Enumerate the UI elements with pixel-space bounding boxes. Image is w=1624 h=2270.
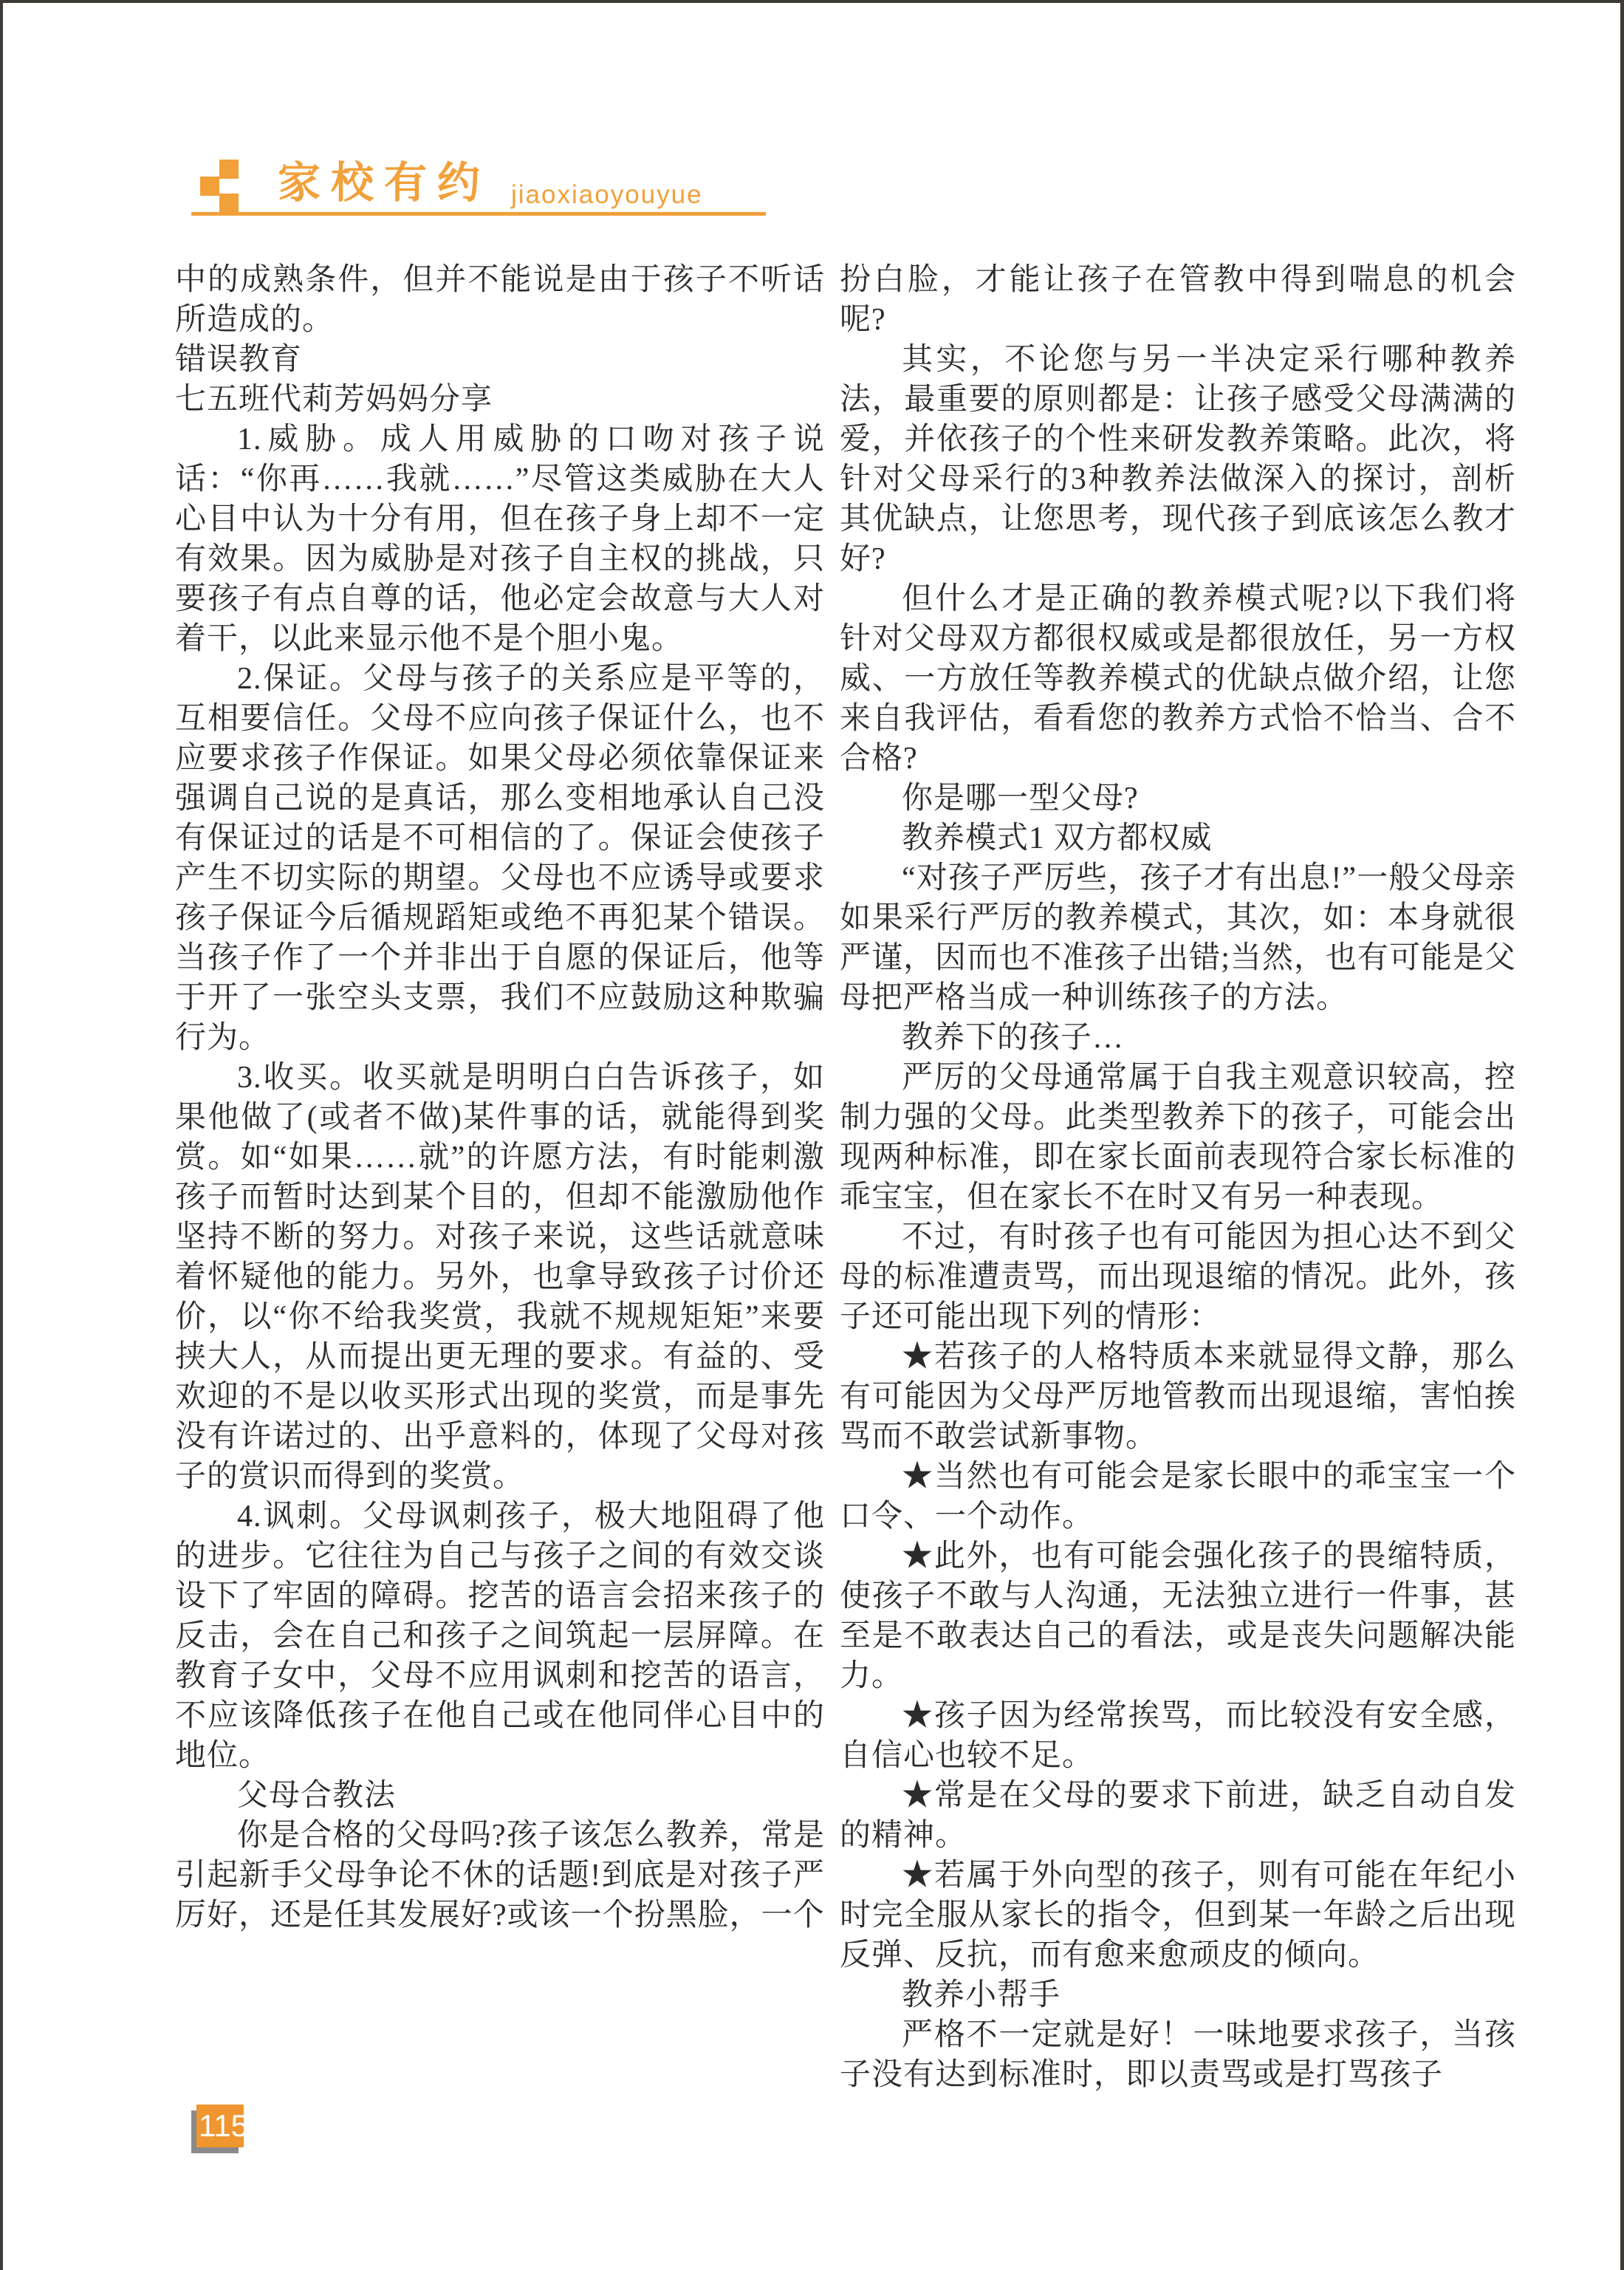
subhead-mode-1: 教养模式1 双方都权威 bbox=[902, 821, 1213, 855]
paragraph-sarcasm: 4.讽刺。父母讽刺孩子，极大地阻碍了他的进步。它往往为自己与孩子之间的有效交谈设下了牢固的障碍。挖苦的语言会招来孩子的反击，会在自己和孩子之间筑起一层屏障。在教育子女中，父母不应用讽刺和挖苦的语言，不应该降低孩子在他自己或在他同伴心目中的地位。 bbox=[175, 1500, 825, 1773]
page-number-badge: 115 bbox=[196, 2105, 244, 2147]
brand-squares-icon bbox=[200, 160, 239, 213]
article-title: 错误教育 bbox=[175, 343, 303, 377]
paragraph-bribe: 3.收买。收买就是明明白白告诉孩子，如果他做了(或者不做)某件事的话，就能得到奖赏。如“如果……就”的许愿方法，有时能刺激孩子而暂时达到某个目的，但却不能激励他作坚持不断的努力。对孩子来说，这些话就意味着怀疑他的能力。另外，也拿导致孩子讨价还价，以“你不给我奖赏，我就不规规矩矩”来要挟大人，从而提出更无理的要求。有益的、受欢迎的不是以收买形式出现的奖赏，而是事先没有许诺过的、出乎意料的，体现了父母对孩子的赏识而得到的奖赏。 bbox=[175, 1061, 825, 1494]
paragraph-correct-mode: 但什么才是正确的教养模式呢?以下我们将针对父母双方都很权威或是都很放任，另一方权威、一方放任等教养模式的优缺点做介绍，让您来自我评估，看看您的教养方式恰不恰当、合不合格? bbox=[840, 582, 1516, 776]
paragraph-strict-mode: “对孩子严厉些，孩子才有出息!”一般父母亲如果采行严厉的教养模式，其次，如：本身就很严谨，因而也不准孩子出错;当然，也有可能是父母把严格当成一种训练孩子的方法。 bbox=[840, 861, 1516, 1015]
subhead-parents-method: 父母合教法 bbox=[237, 1779, 397, 1813]
paragraph-qualified-parents: 你是合格的父母吗?孩子该怎么教养，常是引起新手父母争论不休的话题!到底是对孩子严厉好，还是任其发展好?或该一个扮黑脸，一个 bbox=[175, 1819, 825, 1932]
logo-square-top bbox=[219, 160, 239, 179]
right-column bbox=[840, 260, 1516, 2095]
subhead-children-under: 教养下的孩子… bbox=[902, 1021, 1125, 1055]
article-subtitle: 七五班代莉芳妈妈分享 bbox=[175, 383, 493, 417]
subhead-which-type: 你是哪一型父母? bbox=[902, 782, 1139, 816]
header-underline bbox=[191, 212, 766, 216]
continuation-paragraph: 扮白脸，才能让孩子在管教中得到喘息的机会呢? bbox=[840, 263, 1516, 337]
continuation-paragraph: 中的成熟条件，但并不能说是由于孩子不听话所造成的。 bbox=[175, 263, 825, 337]
paragraph-strict-not-good: 严格不一定就是好！一味地要求孩子，当孩子没有达到标准时，即以责骂或是打骂孩子 bbox=[840, 2018, 1516, 2092]
paragraph-threat: 1.威胁。成人用威胁的口吻对孩子说话：“你再……我就……”尽管这类威胁在大人心目中认为十分有用，但在孩子身上却不一定有效果。因为威胁是对孩子自主权的挑战，只要孩子有点自尊的话，他必定会故意与大人对着干，以此来显示他不是个胆小鬼。 bbox=[175, 423, 825, 656]
bullet-insecure: ★孩子因为经常挨骂，而比较没有安全感，自信心也较不足。 bbox=[840, 1699, 1516, 1773]
left-column bbox=[175, 260, 825, 1935]
paragraph-promise: 2.保证。父母与孩子的关系应是平等的，互相要信任。父母不应向孩子保证什么，也不应要求孩子作保证。如果父母必须依靠保证来强调自己说的是真话，那么变相地承认自己没有保证过的话是不可相信的了。保证会使孩子产生不切实际的期望。父母也不应诱导或要求孩子保证今后循规蹈矩或绝不再犯某个错误。当孩子作了一个并非出于自愿的保证后，他等于开了一张空头支票，我们不应鼓励这种欺骗行为。 bbox=[175, 662, 825, 1055]
bullet-shrink-trait: ★此外，也有可能会强化孩子的畏缩特质，使孩子不敢与人沟通，无法独立进行一件事，甚至是不敢表达自己的看法，或是丧失问题解决能力。 bbox=[840, 1539, 1516, 1693]
paragraph-worry-standard: 不过，有时孩子也有可能因为担心达不到父母的标准遭责骂，而出现退缩的情况。此外，孩子还可能出现下列的情形： bbox=[840, 1220, 1516, 1334]
bullet-obedient-child: ★当然也有可能会是家长眼中的乖宝宝一个口令、一个动作。 bbox=[840, 1460, 1516, 1534]
bullet-outgoing-child: ★若属于外向型的孩子，则有可能在年纪小时完全服从家长的指令，但到某一年龄之后出现反弹、反抗，而有愈来愈顽皮的倾向。 bbox=[840, 1859, 1516, 1972]
paragraph-strict-parents: 严厉的父母通常属于自我主观意识较高，控制力强的父母。此类型教养下的孩子，可能会出现两种标准，即在家长面前表现符合家长标准的乖宝宝，但在家长不在时又有另一种表现。 bbox=[840, 1061, 1516, 1214]
section-brand-title: 家校有约 bbox=[278, 159, 491, 207]
logo-square-bottom bbox=[219, 194, 239, 213]
paragraph-principle: 其实，不论您与另一半决定采行哪种教养法，最重要的原则都是：让孩子感受父母满满的爱，并依孩子的个性来研发教养策略。此次，将针对父母采行的3种教养法做深入的探讨，剖析其优缺点，让您思考，现代孩子到底该怎么教才好? bbox=[840, 343, 1516, 576]
subhead-parenting-helper: 教养小帮手 bbox=[902, 1978, 1061, 2012]
section-brand-pinyin: jiaoxiaoyouyue bbox=[511, 180, 703, 209]
bullet-no-initiative: ★常是在父母的要求下前进，缺乏自动自发的精神。 bbox=[840, 1779, 1516, 1853]
logo-square-middle bbox=[200, 177, 219, 196]
bullet-quiet-child: ★若孩子的人格特质本来就显得文静，那么有可能因为父母严厉地管教而出现退缩，害怕挨骂而不敢尝试新事物。 bbox=[840, 1340, 1516, 1454]
